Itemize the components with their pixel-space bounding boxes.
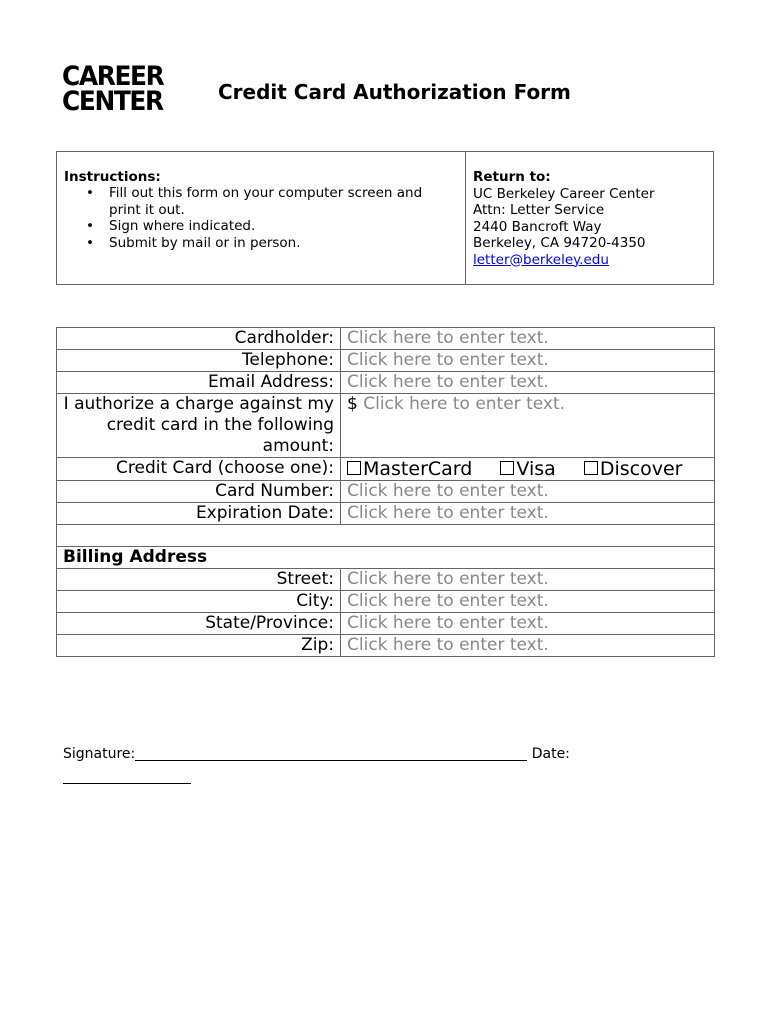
card-number-label: Card Number: [57,481,341,503]
return-email-link[interactable]: letter@berkeley.edu [473,251,609,268]
email-input[interactable]: Click here to enter text. [341,372,715,394]
instruction-item: • Sign where indicated. [109,218,444,235]
mastercard-label: MasterCard [363,458,473,480]
signature-label: Signature: [63,746,136,762]
form-row-amount [57,394,715,458]
state-input[interactable]: Click here to enter text. [341,613,715,635]
street-input[interactable]: Click here to enter text. [341,569,715,591]
return-line-3: 2440 Bancroft Way [473,218,602,235]
instruction-item: • Submit by mail or in person. [109,235,444,252]
credit-card-label: Credit Card (choose one): [57,458,341,481]
zip-input[interactable]: Click here to enter text. [341,635,715,657]
discover-checkbox[interactable] [584,461,598,475]
authorize-label-line-2: credit card in the following amount: [106,415,334,456]
logo-line-1: CAREER [62,61,164,92]
street-label: Street: [57,569,341,591]
form-row-card-number [57,481,715,503]
expiration-input[interactable]: Click here to enter text. [341,503,715,525]
instructions-list [64,185,444,251]
form-row-zip [57,635,715,657]
discover-label: Discover [599,458,683,480]
form-row-expiration [57,503,715,525]
instruction-item: • Fill out this form on your computer screen and print it out. [109,185,444,218]
return-address [473,169,655,268]
zip-label: Zip: [57,635,341,657]
cardholder-label: Cardholder: [57,328,341,350]
career-center-logo [62,61,184,118]
city-label: City: [57,591,341,613]
spacer-cell [57,525,715,547]
page-title: Credit Card Authorization Form [218,80,571,104]
cardholder-input[interactable]: Click here to enter text. [341,328,715,350]
signature-line[interactable] [135,746,527,761]
form-row-state [57,613,715,635]
telephone-input[interactable]: Click here to enter text. [341,350,715,372]
return-heading: Return to: [473,169,551,185]
card-number-input[interactable]: Click here to enter text. [341,481,715,503]
card-type-options [341,458,715,481]
form-row-billing-heading [57,547,715,569]
dollar-sign: $ [347,394,358,414]
amount-input[interactable]: Click here to enter text. [363,394,566,414]
form-row-email [57,372,715,394]
form-row-telephone [57,350,715,372]
signature-row [63,746,570,762]
return-line-2: Attn: Letter Service [473,202,605,218]
mastercard-option[interactable] [347,458,472,480]
visa-checkbox[interactable] [500,461,514,475]
authorize-label-line-1: I authorize a charge against my [63,394,334,414]
date-label: Date: [531,746,570,762]
visa-label: Visa [516,458,556,480]
amount-cell [341,394,715,458]
visa-option[interactable] [500,458,555,480]
form-row-city [57,591,715,613]
return-to-panel [466,152,713,284]
mastercard-checkbox[interactable] [347,461,361,475]
state-label: State/Province: [57,613,341,635]
discover-option[interactable] [584,458,683,480]
authorize-label [57,394,341,458]
form-row-cardholder [57,328,715,350]
authorization-form [56,327,715,657]
logo-line-2: CENTER [62,86,163,117]
date-line[interactable] [63,783,191,784]
form-row-card-type [57,458,715,481]
form-row-street [57,569,715,591]
instructions-box [56,151,714,285]
expiration-label: Expiration Date: [57,503,341,525]
instructions-panel [57,152,466,284]
form-row-spacer [57,525,715,547]
city-input[interactable]: Click here to enter text. [341,591,715,613]
billing-heading: Billing Address [57,547,715,569]
return-line-1: UC Berkeley Career Center [473,185,655,202]
email-label: Email Address: [57,372,341,394]
telephone-label: Telephone: [57,350,341,372]
return-line-4: Berkeley, CA 94720-4350 [473,235,646,251]
instructions-heading: Instructions: [64,169,161,185]
